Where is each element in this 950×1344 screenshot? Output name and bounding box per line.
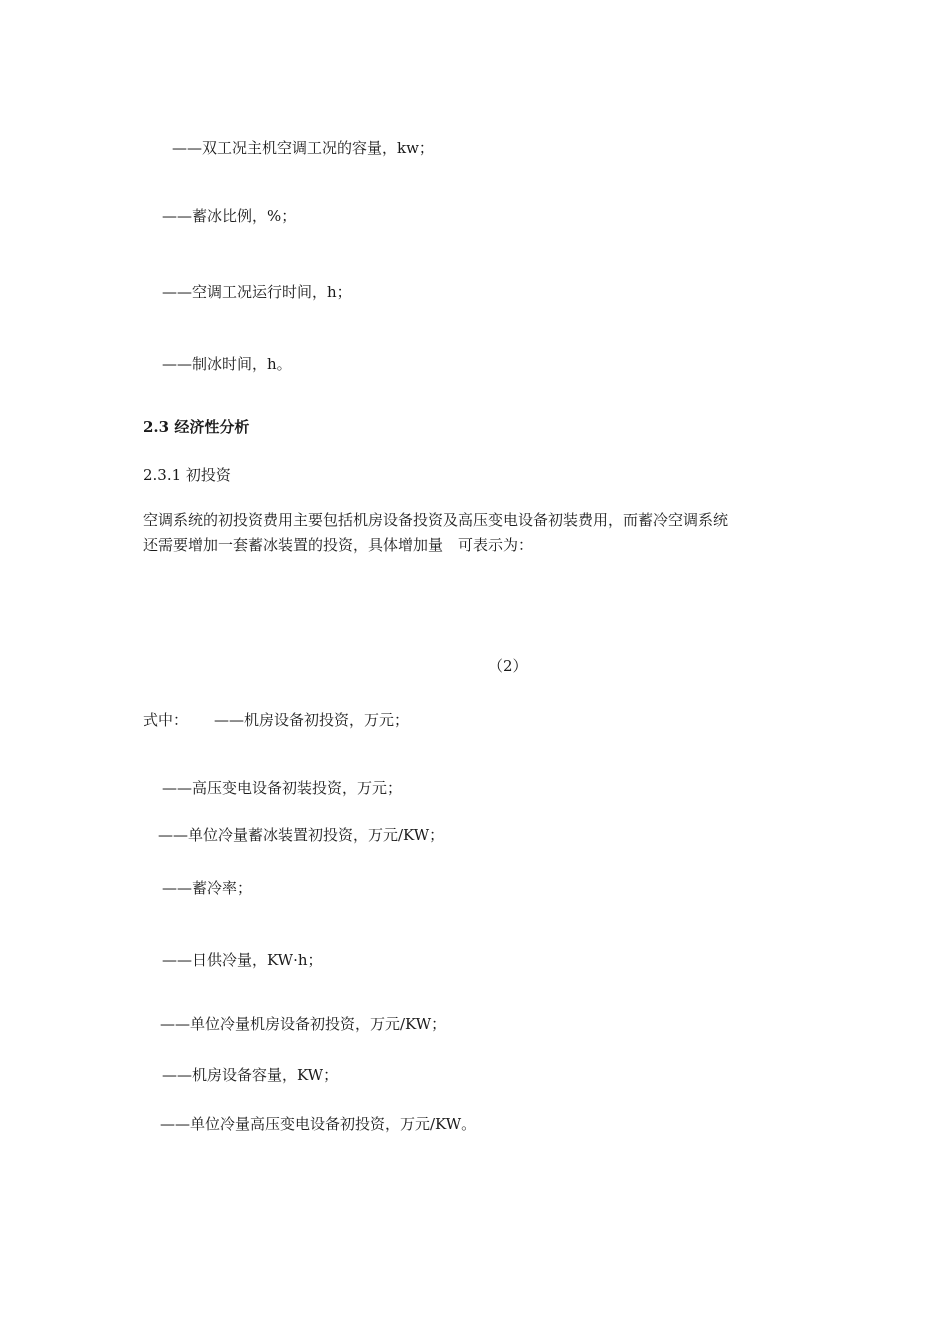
definition-line: ——制冰时间，h。 [162,355,292,373]
definition-line: ——单位冷量高压变电设备初投资，万元/KW。 [160,1115,477,1133]
where-label: 式中： [143,711,189,729]
definition-line: ——日供冷量，KW·h； [162,951,323,969]
paragraph-line: 还需要增加一套蓄冰装置的投资，具体增加量 可表示为： [143,536,534,554]
definition-line: ——单位冷量蓄冰装置初投资，万元/KW； [158,826,445,844]
definition-line: ——蓄冰比例，%； [162,207,297,225]
definition-line: ——单位冷量机房设备初投资，万元/KW； [160,1015,447,1033]
definition-line: ——蓄冷率； [162,879,253,897]
definition-line: ——双工况主机空调工况的容量，kw； [172,139,434,157]
paragraph-line: 空调系统的初投资费用主要包括机房设备投资及高压变电设备初装费用，而蓄冷空调系统 [143,511,729,529]
definition-line: ——机房设备初投资，万元； [214,711,410,729]
subsection-heading: 2.3.1 初投资 [143,466,231,484]
section-heading: 2.3 经济性分析 [143,418,250,436]
definition-line: ——空调工况运行时间，h； [162,283,352,301]
body-paragraph [143,508,813,558]
definition-line: ——高压变电设备初装投资，万元； [162,779,403,797]
equation-number: （2） [488,657,528,675]
definition-line: ——机房设备容量，KW； [162,1066,339,1084]
